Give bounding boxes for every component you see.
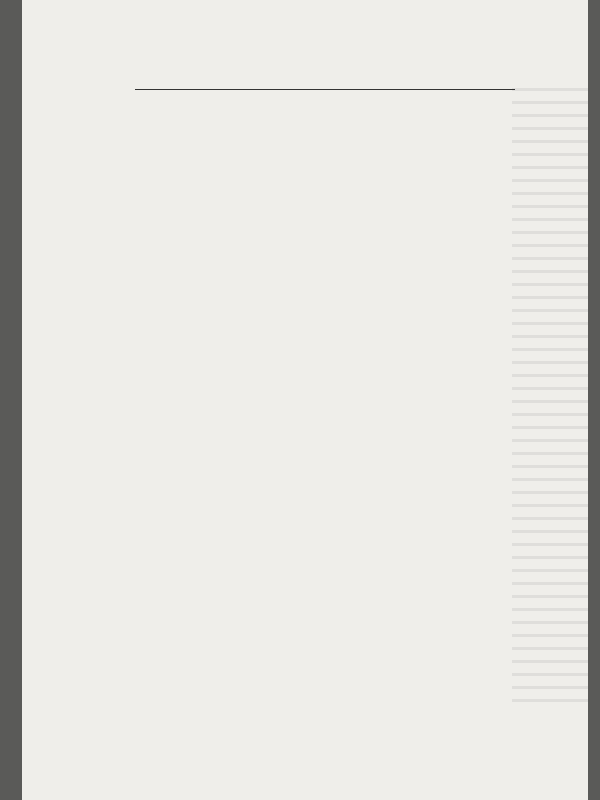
book-page <box>22 0 588 800</box>
header-rule <box>135 89 515 90</box>
show-through-text <box>512 88 588 708</box>
